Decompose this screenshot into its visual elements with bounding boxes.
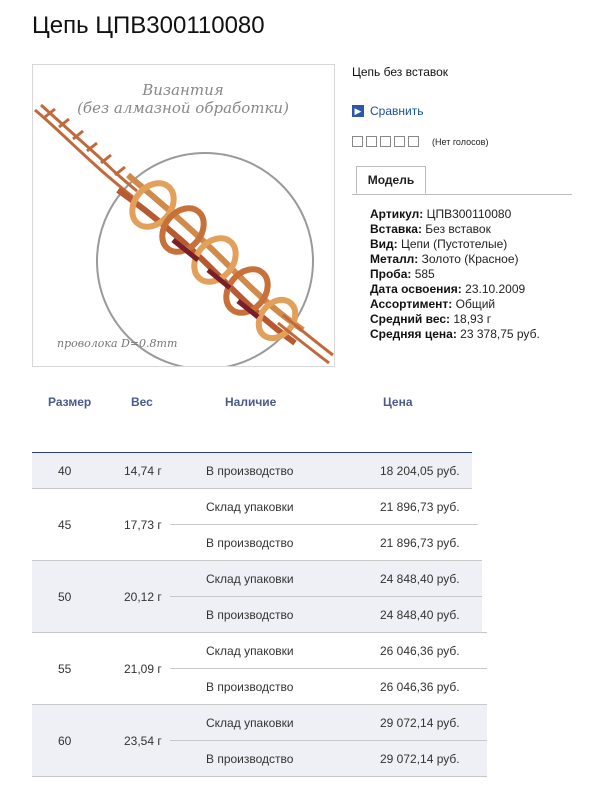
compare-label: Сравнить (370, 104, 424, 118)
spec-item: Вид: Цепи (Пустотелые) (370, 237, 508, 251)
chain-illustration (33, 65, 334, 366)
weight-cell: 14,74 г (124, 464, 162, 478)
row-divider (32, 488, 472, 489)
row-divider (170, 668, 487, 669)
price-cell: 26 046,36 руб. (380, 680, 460, 694)
header-price: Цена (383, 395, 413, 409)
size-cell: 60 (58, 734, 72, 748)
image-caption-1: Византия (142, 81, 224, 99)
header-size: Размер (48, 395, 92, 409)
compare-link[interactable] (352, 104, 423, 118)
price-cell: 26 046,36 руб. (380, 644, 460, 658)
size-cell: 40 (58, 464, 72, 478)
spec-item: Дата освоения: 23.10.2009 (370, 282, 526, 296)
rating-star-1-icon[interactable] (352, 136, 363, 147)
spec-list (370, 207, 540, 342)
price-cell: 29 072,14 руб. (380, 752, 460, 766)
price-cell: 24 848,40 руб. (380, 572, 460, 586)
weight-cell: 20,12 г (124, 590, 162, 604)
status-cell: В производство (206, 752, 294, 766)
product-subtitle: Цепь без вставок (352, 65, 449, 79)
rating-star-4-icon[interactable] (394, 136, 405, 147)
price-cell: 21 896,73 руб. (380, 536, 460, 550)
row-divider (170, 740, 487, 741)
image-caption-2: (без алмазной обработки) (77, 99, 289, 117)
page-title: Цепь ЦПВ300110080 (32, 12, 265, 39)
spec-item: Средняя цена: 23 378,75 руб. (370, 327, 540, 341)
row-divider (32, 632, 487, 633)
status-cell: Склад упаковки (206, 716, 294, 730)
row-divider (32, 776, 487, 777)
status-cell: В производство (206, 608, 294, 622)
status-cell: В производство (206, 536, 294, 550)
spec-item: Вставка: Без вставок (370, 222, 491, 236)
spec-item: Ассортимент: Общий (370, 297, 496, 311)
spec-item: Проба: 585 (370, 267, 435, 281)
tab-model[interactable]: Модель (356, 166, 426, 194)
product-image[interactable] (32, 64, 335, 367)
spec-item: Артикул: ЦПВ300110080 (370, 207, 512, 221)
status-cell: Склад упаковки (206, 500, 294, 514)
price-cell: 24 848,40 руб. (380, 608, 460, 622)
header-availability: Наличие (225, 395, 277, 409)
tab-divider (352, 194, 572, 195)
votes-label: (Нет голосов) (432, 136, 489, 147)
arrow-right-icon: ▶ (352, 105, 364, 117)
status-cell: Склад упаковки (206, 572, 294, 586)
size-cell: 45 (58, 518, 72, 532)
weight-cell: 23,54 г (124, 734, 162, 748)
status-cell: В производство (206, 680, 294, 694)
price-cell: 29 072,14 руб. (380, 716, 460, 730)
price-cell: 18 204,05 руб. (380, 464, 460, 478)
spec-item: Средний вес: 18,93 г (370, 312, 492, 326)
price-cell: 21 896,73 руб. (380, 500, 460, 514)
size-cell: 50 (58, 590, 72, 604)
rating-star-2-icon[interactable] (366, 136, 377, 147)
rating-widget (352, 136, 488, 147)
chain-magnified (118, 175, 303, 345)
size-cell: 55 (58, 662, 72, 676)
status-cell: Склад упаковки (206, 644, 294, 658)
image-note: проволока D=0.8mm (57, 337, 178, 350)
rating-star-3-icon[interactable] (380, 136, 391, 147)
spec-item: Металл: Золото (Красное) (370, 252, 519, 266)
chain-left (35, 105, 137, 197)
rating-star-5-icon[interactable] (408, 136, 419, 147)
row-divider (170, 596, 482, 597)
header-weight: Вес (131, 395, 153, 409)
row-divider (170, 524, 478, 525)
status-cell: В производство (206, 464, 294, 478)
weight-cell: 21,09 г (124, 662, 162, 676)
weight-cell: 17,73 г (124, 518, 162, 532)
